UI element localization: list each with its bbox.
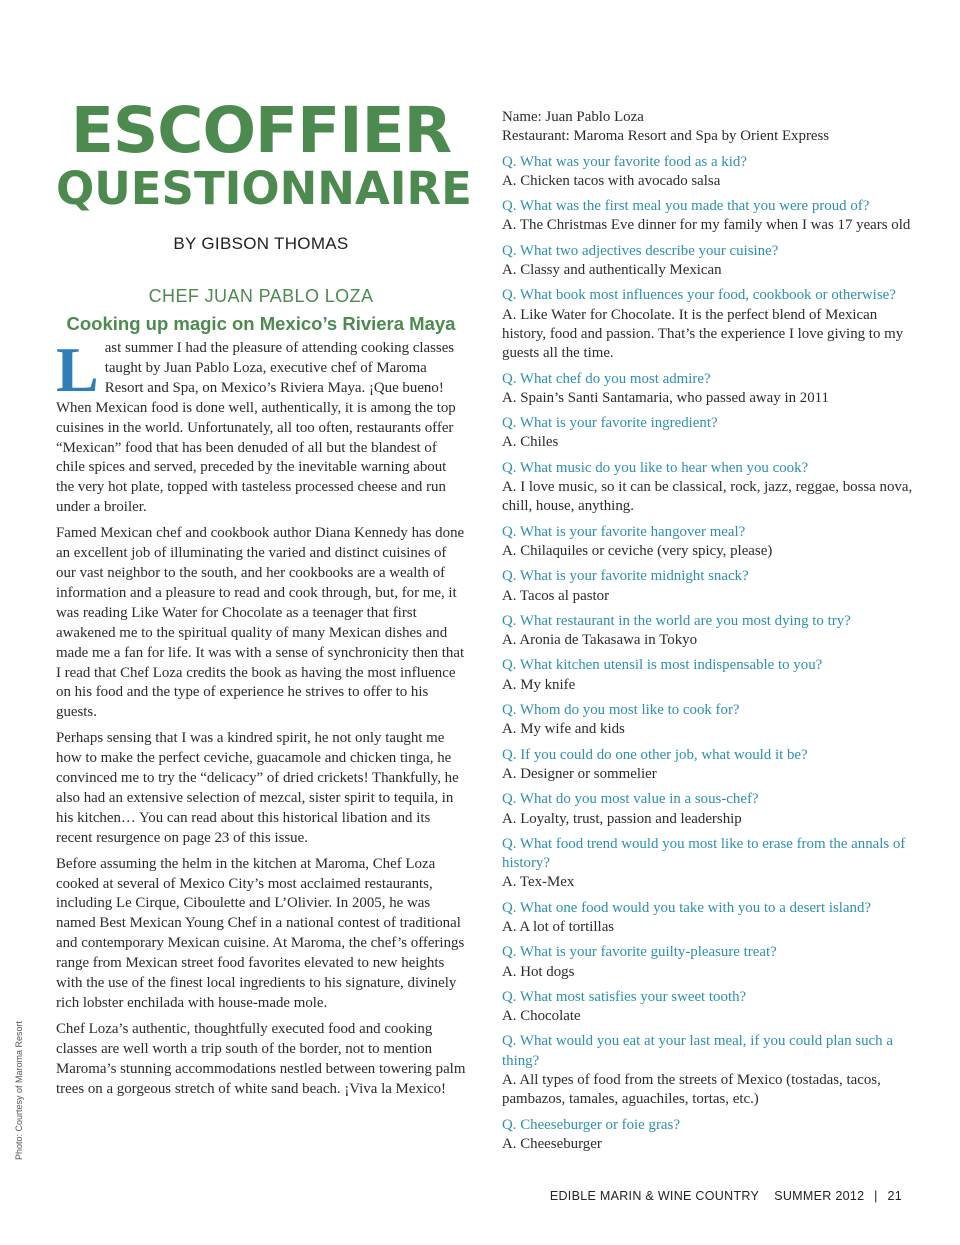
questionnaire-column [502, 108, 922, 1154]
question: Q. What chef do you most admire? [502, 370, 711, 387]
question: Q. Whom do you most like to cook for? [502, 702, 740, 719]
qa-item [502, 612, 922, 651]
qa-item [502, 414, 922, 453]
answer: A. Aronia de Takasawa in Tokyo [502, 632, 698, 649]
question: Q. What one food would you take with you to a desert island? [502, 899, 872, 916]
answer: A. All types of food from the streets of Mexico (tostadas, tacos, pambazos, tamales, aguachiles, tortas, etc.) [502, 1072, 881, 1108]
qa-item [502, 153, 922, 192]
answer: A. Hot dogs [502, 963, 575, 980]
answer: A. Chilaquiles or ceviche (very spicy, please) [502, 542, 773, 559]
qa-item [502, 197, 922, 236]
question: Q. What restaurant in the world are you most dying to try? [502, 612, 851, 629]
qa-item [502, 988, 922, 1027]
answer: A. My knife [502, 676, 576, 693]
qa-item [502, 790, 922, 829]
qa-item [502, 701, 922, 740]
article-paragraph: Last summer I had the pleasure of attending cooking classes taught by Juan Pablo Loza, executive chef of Maroma Resort and Spa, on Mexico’s Riviera Maya. ¡Que bueno! When Mexican food is done well, authentically, it is among the top cuisines in the world. Unfortunately, all too often, restaurants offer “Mexican” food that has been denuded of all but the blandest of chile spices and served, preceded by the inevitable warning about the very hot plate, topped with tasteless processed cheese and run under a broiler. [56, 334, 456, 516]
question: Q. What most satisfies your sweet tooth? [502, 988, 747, 1005]
question: Q. What is your favorite guilty-pleasure treat? [502, 944, 777, 961]
qa-item [502, 459, 922, 517]
answer: A. I love music, so it can be classical, rock, jazz, reggae, bossa nova, chill, house, anything. [502, 479, 913, 515]
qa-item [502, 835, 922, 893]
question: Q. What is your favorite hangover meal? [502, 523, 746, 540]
page-number: 21 [887, 1189, 902, 1203]
publication-name: EDIBLE MARIN & WINE COUNTRY [549, 1189, 760, 1203]
answer: A. Chiles [502, 434, 559, 451]
question: Q. If you could do one other job, what would it be? [502, 746, 808, 763]
article-paragraph: Before assuming the helm in the kitchen at Maroma, Chef Loza cooked at several of Mexico City’s most acclaimed restaurants, including Le Cirque, Ciboulette and L’Olivier. In 2005, he was named Best Mexican Young Chef in a national contest of traditional and contemporary Mexican cuisine. At Maroma, the chef’s offerings range from Mexican street food favorites elevated to new heights with the use of the finest local ingredients to his signature, divinely rich lobster enchilada with house-made mole. [56, 855, 465, 1011]
title-escoffier: ESCOFFIER [70, 94, 452, 167]
drop-cap: L [56, 334, 99, 405]
page-footer [550, 1189, 902, 1203]
name-line: Name: Juan Pablo Loza [502, 109, 644, 125]
qa-item [502, 656, 922, 695]
answer: A. Tex-Mex [502, 874, 575, 891]
byline: BY GIBSON THOMAS [173, 234, 349, 253]
answer: A. Loyalty, trust, passion and leadership [502, 810, 742, 827]
question: Q. What book most influences your food, cookbook or otherwise? [502, 287, 896, 304]
qa-item [502, 943, 922, 982]
question: Q. What was your favorite food as a kid? [502, 153, 747, 170]
photo-credit: Photo: Courtesy of Maroma Resort [14, 1020, 24, 1160]
question: Q. What is your favorite ingredient? [502, 415, 718, 432]
answer: A. Spain’s Santi Santamaria, who passed away in 2011 [502, 389, 829, 406]
issue-date: SUMMER 2012 [774, 1189, 865, 1203]
answer: A. Designer or sommelier [502, 765, 657, 782]
qa-item [502, 1116, 922, 1155]
answer: A. The Christmas Eve dinner for my family when I was 17 years old [502, 217, 911, 234]
qa-item [502, 370, 922, 409]
answer: A. A lot of tortillas [502, 918, 615, 935]
question: Q. What music do you like to hear when you cook? [502, 459, 809, 476]
question: Q. What would you eat at your last meal, if you could plan such a thing? [502, 1033, 893, 1069]
title-questionnaire: QUESTIONNAIRE [56, 162, 472, 215]
question: Q. What two adjectives describe your cuisine? [502, 242, 779, 259]
question: Q. Cheeseburger or foie gras? [502, 1116, 680, 1133]
qa-item [502, 523, 922, 562]
question: Q. What is your favorite midnight snack? [502, 568, 749, 585]
qa-item [502, 1032, 922, 1109]
article-body [56, 334, 466, 1100]
qa-item [502, 746, 922, 785]
qa-item [502, 286, 922, 363]
article-paragraph: Famed Mexican chef and cookbook author Diana Kennedy has done an excellent job of illuminating the varied and distinct cuisines of our vast neighbor to the south, and her cookbooks are a wealth of information and a pleasure to read and cook through, but, for me, it was reading Like Water for Chocolate as a teenager that first awakened me to the spiritual quality of many Mexican dishes and made me a fan for life. It was with a sense of synchronicity then that I read that Chef Loza credits the book as having the most influence on his food and the type of experience he strives to offer to his guests. [56, 525, 465, 721]
question: Q. What food trend would you most like to erase from the annals of history? [502, 835, 906, 872]
question: Q. What do you most value in a sous-chef? [502, 791, 759, 808]
article-paragraph: Perhaps sensing that I was a kindred spirit, he not only taught me how to make the perfect ceviche, guacamole and chicken tinga, he convinced me to try the “delicacy” of dried crickets! Thankfully, he also had an extensive selection of mezcal, sister spirit to tequila, in his kitchen… You can read about this historical libation and its recent resurgence on page 23 of this issue. [56, 730, 459, 846]
chef-details [502, 108, 922, 147]
answer: A. Chicken tacos with avocado salsa [502, 172, 721, 189]
answer: A. Chocolate [502, 1008, 581, 1025]
question: Q. What was the first meal you made that you were proud of? [502, 198, 870, 215]
answer: A. Cheeseburger [502, 1135, 602, 1152]
restaurant-line: Restaurant: Maroma Resort and Spa by Orient Express [502, 128, 830, 145]
answer: A. My wife and kids [502, 721, 625, 738]
article-subhead: Cooking up magic on Mexico’s Riviera Maya [66, 313, 456, 334]
article-paragraph: Chef Loza’s authentic, thoughtfully executed food and cooking classes are well worth a trip south of the border, not to mention Maroma’s stunning accommodations nestled between towering palm trees on a gorgeous stretch of white sand beach. ¡Viva la Mexico! [56, 1020, 466, 1097]
question: Q. What kitchen utensil is most indispensable to you? [502, 657, 823, 674]
answer: A. Tacos al pastor [502, 587, 610, 604]
answer: A. Like Water for Chocolate. It is the perfect blend of Mexican history, food and passion. That’s the experience I love giving to my guests all the time. [502, 306, 904, 362]
qa-item [502, 899, 922, 938]
chef-name: CHEF JUAN PABLO LOZA [148, 286, 374, 306]
qa-item [502, 567, 922, 606]
answer: A. Classy and authentically Mexican [502, 262, 722, 279]
article-column [56, 94, 472, 1106]
qa-item [502, 242, 922, 281]
footer-separator: | [874, 1189, 878, 1203]
